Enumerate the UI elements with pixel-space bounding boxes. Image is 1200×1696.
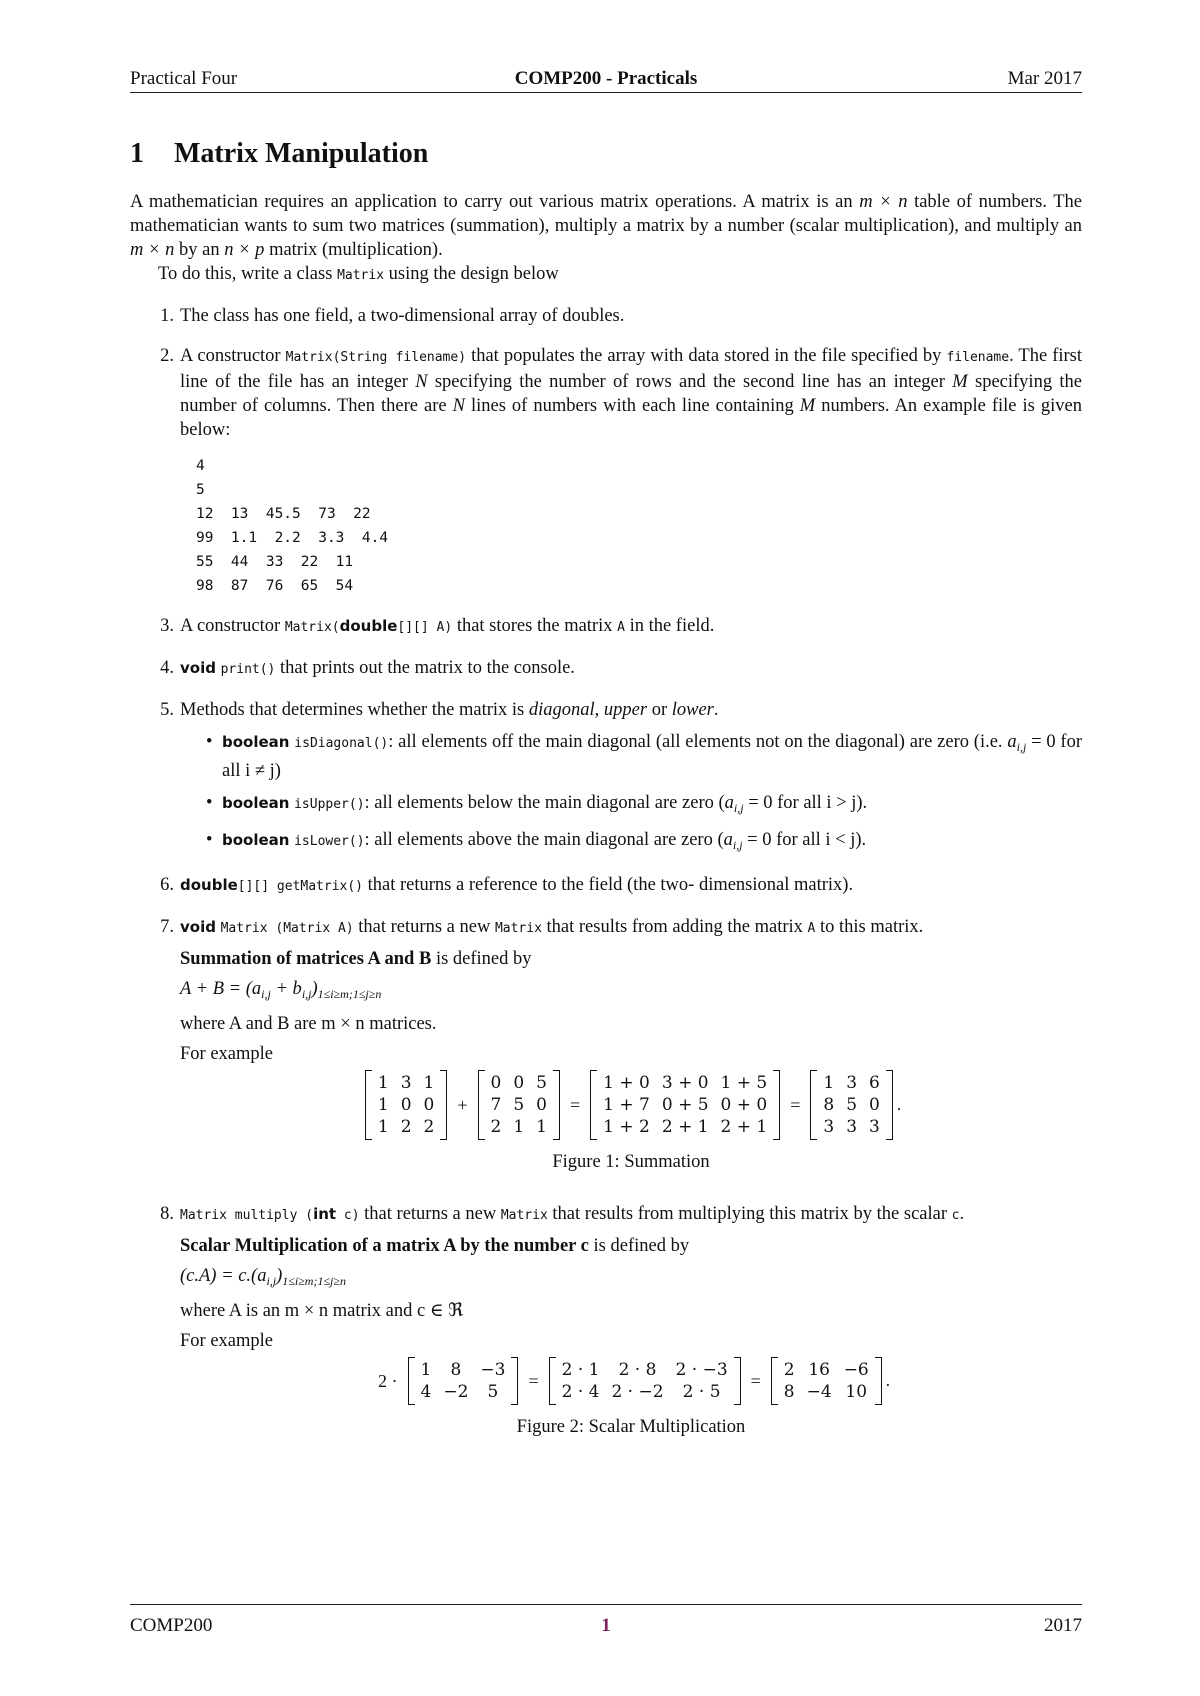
matrix-cell: 2 (783, 1360, 795, 1380)
matrix-b (478, 1070, 560, 1140)
matrix-cell: 0 (869, 1095, 880, 1115)
matrix-cell: 1 (513, 1117, 525, 1137)
matrix-cell: 2 · 1 (561, 1360, 600, 1380)
matrix-cell: −4 (806, 1382, 832, 1402)
matrix-cell: 2 · 4 (561, 1382, 600, 1402)
definition-heading: Scalar Multiplication of a matrix A by the number c (180, 1236, 589, 1256)
definition-heading: Summation of matrices A and B (180, 949, 432, 969)
matrix-cell: 2 + 1 (661, 1117, 709, 1137)
matrix-cell: 16 (808, 1360, 830, 1380)
header-right: Mar 2017 (1007, 68, 1082, 89)
bullet-item: • boolean isDiagonal(): all elements off the main diagonal (all elements not on the diagonal) are zero (i.e. $a_{i,j} = 0$ for all i ≠ j) (180, 730, 1082, 783)
matrix-cell: 0 (423, 1095, 435, 1115)
footer-right: 2017 (1044, 1615, 1082, 1636)
matrix-cell: 1 (536, 1117, 547, 1137)
matrix-scaled-expanded (549, 1357, 741, 1405)
bullet-item: • boolean isUpper(): all elements below the main diagonal are zero ($a_{i,j} = 0$ for all i > j). (180, 791, 1082, 820)
matrix-cell: 2 (490, 1117, 502, 1137)
matrix-cell: 2 · −2 (611, 1382, 664, 1402)
figure-caption: Figure 1: Summation (552, 1152, 710, 1172)
matrix-cell: 1 (377, 1073, 389, 1093)
matrix-cell: 0 + 0 (720, 1095, 768, 1115)
document-body (130, 190, 1082, 1439)
method-bullets (180, 730, 1082, 857)
list-item: 3. A constructor Matrix(double[][] A) that stores the matrix A in the field. (160, 616, 715, 636)
matrix-cell: 5 (513, 1095, 525, 1115)
scalar-formula: $(c.A) = c.(a_{i,j})_{1\le i\ge m;1\le j\ge n}$ (180, 1266, 346, 1288)
matrix-cell: 10 (845, 1382, 868, 1402)
matrix-cell: 2 + 1 (720, 1117, 768, 1137)
matrix-cell: 8 (823, 1095, 835, 1115)
matrix-cell: 0 (400, 1095, 412, 1115)
matrix-cell: 1 (823, 1073, 835, 1093)
bullet-item: • boolean isLower(): all elements above the main diagonal are zero ($a_{i,j} = 0$ for all i < j). (180, 828, 1082, 857)
section-heading (130, 138, 428, 170)
matrix-a (408, 1357, 519, 1405)
matrix-cell: 2 · 8 (618, 1360, 657, 1380)
matrix-cell: 0 (536, 1095, 547, 1115)
matrix-cell: 1 + 2 (603, 1117, 650, 1137)
matrix-cell: 1 + 0 (603, 1073, 650, 1093)
matrix-cell: 3 (846, 1117, 858, 1137)
matrix-cell: 1 (377, 1095, 389, 1115)
list-item: 5. Methods that determines whether the matrix is diagonal, upper or lower. • boolean isDiagonal(): all elements off the main diagonal (all elements not on the diagonal) are zero (i.e. $a_{i,j} = 0$ for all i ≠ j) • boolean isUpper(): all elements below the main diagonal are zero ($a_{i,j} = 0$ for all i > j). • boolean isLower(): all elements above the main diagonal are zero ($a_{i,j} = 0$ for all i < j). (130, 698, 1082, 857)
matrix-sum-result (810, 1070, 892, 1140)
matrix-cell: 1 + 5 (720, 1073, 768, 1093)
matrix-cell: 1 (420, 1360, 432, 1380)
matrix-cell: 8 (783, 1382, 795, 1402)
header-center: COMP200 - Practicals (514, 68, 698, 89)
matrix-cell: 4 (420, 1382, 432, 1402)
matrix-a (365, 1070, 447, 1140)
section-title: Matrix Manipulation (174, 138, 429, 169)
matrix-cell: 2 (400, 1117, 412, 1137)
running-header (130, 68, 1082, 93)
page-number: 1 (601, 1615, 611, 1636)
document-page (130, 0, 1082, 1696)
matrix-cell: −6 (843, 1360, 869, 1380)
list-item: 4. void print() that prints out the matrix to the console. (160, 658, 575, 678)
matrix-cell: 3 (846, 1073, 858, 1093)
matrix-cell: −2 (443, 1382, 469, 1402)
matrix-cell: 2 · 5 (682, 1382, 721, 1402)
list-item: 2. A constructor Matrix(String filename) that populates the array with data stored in the file specified by filename. The first line of the file has an integer N specifying the number of rows and the second line has an integer M specifying the number of columns. Then there are N lines of numbers with each line containing M numbers. An example file is given below: 4 5 12 13 45.5 73 22 99 1.1 2.2 3.3 4.4 55 44 33 22 11 98 87 76 65 54 (130, 344, 1082, 598)
matrix-cell: 6 (869, 1073, 880, 1093)
requirements-list (130, 304, 1082, 1439)
section-number: 1 (130, 138, 144, 169)
running-footer (130, 1604, 1082, 1635)
list-item: 7. void Matrix (Matrix A) that returns a new Matrix that results from adding the matrix A to this matrix. Summation of matrices A and B is defined by $A + B = (a_{i,j} + b_{i,j})_{1\le i\ge m;1\le j\ge n}$ where A and B are m × n matrices. For example 1 3 1 1 0 0 1 2 2 + 0 0 5 7 5 0 2 1 1 = 1 + 0 3 + 0 1 + 5 1 + 7 0 + 5 0 + 0 1 + 2 2 + 1 2 + 1 = 1 3 6 8 5 0 3 3 3 . Figure 1: Summation (130, 915, 1082, 1174)
matrix-cell: 8 (450, 1360, 462, 1380)
matrix-cell: 0 + 5 (661, 1095, 709, 1115)
matrix-cell: 1 + 7 (603, 1095, 650, 1115)
matrix-cell: 2 (423, 1117, 435, 1137)
matrix-cell: 3 (869, 1117, 880, 1137)
example-file: 4 5 12 13 45.5 73 22 99 1.1 2.2 3.3 4.4 55 44 33 22 11 98 87 76 65 54 (196, 458, 389, 594)
list-item: 6. double[][] getMatrix() that returns a reference to the field (the two- dimensional matrix). (160, 875, 854, 895)
matrix-cell: 0 (490, 1073, 502, 1093)
figure-caption: Figure 2: Scalar Multiplication (516, 1417, 746, 1437)
matrix-cell: 5 (846, 1095, 858, 1115)
matrix-cell: 7 (490, 1095, 502, 1115)
matrix-cell: −3 (480, 1360, 506, 1380)
matrix-cell: 3 + 0 (661, 1073, 709, 1093)
matrix-cell: 1 (377, 1117, 389, 1137)
figure-summation: 1 3 1 1 0 0 1 2 2 + 0 0 5 7 5 0 2 1 1 = 1 + 0 3 + 0 1 + 5 1 + 7 0 + 5 0 + 0 1 + 2 2 + 1 2 + 1 = 1 3 6 8 5 0 3 3 3 . (180, 1070, 1082, 1140)
matrix-cell: 5 (487, 1382, 499, 1402)
matrix-cell: 5 (536, 1073, 547, 1093)
matrix-sum-expanded (590, 1070, 780, 1140)
matrix-cell: 3 (823, 1117, 835, 1137)
matrix-cell: 0 (513, 1073, 525, 1093)
intro-instruction: To do this, write a class Matrix using the design below (158, 264, 559, 284)
matrix-scaled-result (771, 1357, 882, 1405)
figure-scalar: 2 · 1 8 −3 4 −2 5 = 2 · 1 2 · 8 2 · −3 2 · 4 2 · −2 2 · 5 = 2 16 −6 8 −4 10 . (180, 1357, 1082, 1405)
header-left: Practical Four (130, 68, 238, 89)
matrix-cell: 2 · −3 (675, 1360, 728, 1380)
matrix-cell: 1 (423, 1073, 435, 1093)
summation-formula: $A + B = (a_{i,j} + b_{i,j})_{1\le i\ge m;1\le j\ge n}$ (180, 979, 382, 1001)
intro-paragraph: A mathematician requires an application to carry out various matrix operations. A matrix is an m × n table of numbers. The mathematician wants to sum two matrices (summation), multiply a matrix by a number (scalar multiplication), and multiply an m × n by an n × p matrix (multiplication). (130, 192, 1082, 260)
list-item: 8. Matrix multiply (int c) that returns a new Matrix that results from multiplying this matrix by the scalar c. Scalar Multiplication of a matrix A by the number c is defined by $(c.A) = c.(a_{i,j})_{1\le i\ge m;1\le j\ge n}$ where A is an m × n matrix and c ∈ ℜ For example 2 · 1 8 −3 4 −2 5 = 2 · 1 2 · 8 2 · −3 2 · 4 2 · −2 2 · 5 = 2 16 −6 8 −4 10 . Figure 2: Scalar Multiplication (130, 1202, 1082, 1439)
footer-left: COMP200 (130, 1615, 213, 1636)
list-item: 1. The class has one field, a two-dimensional array of doubles. (160, 306, 625, 326)
matrix-cell: 3 (400, 1073, 412, 1093)
